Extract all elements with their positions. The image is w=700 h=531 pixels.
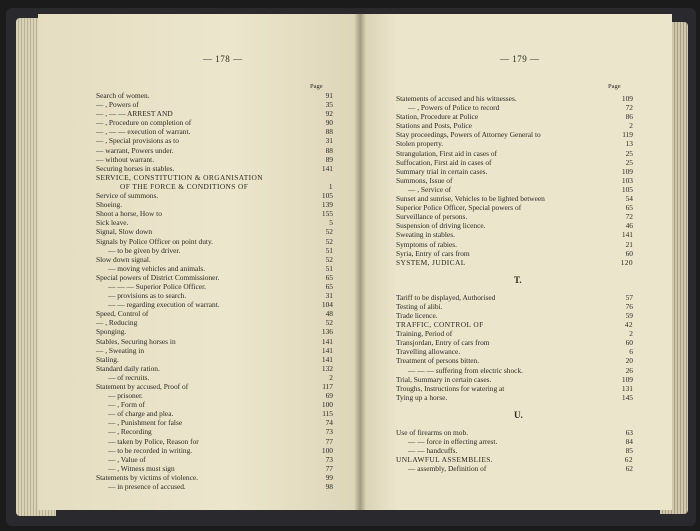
entry-text: Syria, Entry of cars from bbox=[396, 248, 470, 258]
entry-text: Troughs, Instructions for watering at bbox=[396, 383, 505, 393]
entry-text: — , Reducing bbox=[96, 318, 138, 328]
index-entry bbox=[96, 418, 333, 427]
index-entry bbox=[396, 302, 633, 311]
index-entry bbox=[396, 167, 633, 176]
entry-text: Stay proceedings, Powers of Attorney General to bbox=[396, 130, 541, 140]
entry-page-number: 120 bbox=[620, 257, 633, 267]
entry-text: Sweating in stables. bbox=[396, 230, 455, 240]
index-entry bbox=[396, 375, 633, 384]
index-entry bbox=[396, 103, 633, 112]
entry-page-number: 48 bbox=[325, 309, 333, 319]
entry-text: — — regarding execution of warrant. bbox=[108, 300, 220, 310]
index-entry bbox=[96, 127, 333, 136]
entry-page-number: 25 bbox=[625, 157, 633, 167]
entry-text: Transjordan, Entry of cars from bbox=[396, 338, 490, 348]
entry-page-number: 21 bbox=[625, 239, 633, 249]
entry-text: OF THE FORCE & CONDITIONS OF bbox=[120, 181, 249, 191]
entry-text: Statements by victims of violence. bbox=[96, 472, 199, 482]
entry-page-number: 105 bbox=[621, 184, 633, 194]
entry-page-number: 145 bbox=[621, 392, 633, 402]
entry-text: — , Special provisions as to bbox=[96, 136, 179, 146]
entry-text: — , Sweating in bbox=[96, 345, 145, 355]
entry-text: Sponging. bbox=[96, 327, 127, 337]
index-entry bbox=[396, 158, 633, 167]
entry-text: — , Form of bbox=[108, 400, 145, 410]
entry-page-number: 115 bbox=[322, 409, 333, 419]
index-entry bbox=[396, 230, 633, 239]
entry-text: — of charge and plea. bbox=[108, 409, 174, 419]
entry-page-number: 88 bbox=[325, 127, 333, 137]
index-entry bbox=[396, 176, 633, 185]
entry-page-number: 117 bbox=[322, 382, 333, 391]
entry-text: Securing horses in stables. bbox=[96, 163, 175, 173]
index-entry bbox=[396, 121, 633, 130]
entry-page-number: 109 bbox=[621, 166, 633, 176]
entry-page-number: 65 bbox=[325, 281, 333, 291]
entry-page-number: 136 bbox=[321, 327, 333, 337]
entry-text: Sunset and sunrise, Vehicles to be lighted between bbox=[396, 194, 545, 204]
entry-page-number: 141 bbox=[321, 163, 333, 173]
entry-text: — , — — ARREST AND bbox=[96, 109, 173, 119]
entry-text: — warrant, Powers under. bbox=[96, 145, 174, 155]
entry-text: Statement by accused, Proof of bbox=[96, 382, 189, 391]
entry-text: Standard daily ration. bbox=[96, 363, 160, 373]
entry-text: — , Recording bbox=[108, 427, 152, 437]
index-entry bbox=[396, 194, 633, 203]
entry-page-number: 109 bbox=[621, 94, 633, 103]
index-entry bbox=[396, 221, 633, 230]
entry-text: Tariff to be displayed, Authorised bbox=[396, 292, 496, 302]
index-entry bbox=[396, 203, 633, 212]
index-entry bbox=[396, 428, 633, 437]
entry-page-number: 60 bbox=[625, 248, 633, 258]
entry-page-number: 74 bbox=[325, 418, 333, 428]
entry-text: — , Service of bbox=[408, 184, 452, 194]
section-letter bbox=[396, 267, 633, 293]
entry-text: Use of firearms on mob. bbox=[396, 427, 469, 437]
entry-text: — , Witness must sign bbox=[108, 463, 175, 473]
entry-text: Tying up a horse. bbox=[396, 392, 448, 402]
entry-page-number: 52 bbox=[325, 236, 333, 246]
entry-page-number: 141 bbox=[321, 336, 333, 346]
entry-page-number: 103 bbox=[621, 175, 633, 185]
index-entry bbox=[396, 258, 633, 267]
entry-text: — , Value of bbox=[108, 454, 146, 464]
index-entry bbox=[396, 212, 633, 221]
entry-text: Stables, Securing horses in bbox=[96, 336, 176, 346]
entry-page-number: 141 bbox=[321, 354, 333, 364]
entry-page-number: 141 bbox=[321, 345, 333, 355]
entry-text: Statements of accused and his witnesses. bbox=[396, 94, 517, 103]
index-entry bbox=[96, 255, 333, 264]
entry-text: Staling. bbox=[96, 354, 119, 364]
entry-page-number: 85 bbox=[625, 446, 633, 456]
entry-page-number: 84 bbox=[625, 437, 633, 446]
entry-text: UNLAWFUL ASSEMBLIES. bbox=[396, 455, 494, 465]
section-letter-text: T. bbox=[514, 274, 522, 285]
entry-text: — in presence of accused. bbox=[108, 482, 186, 492]
entry-text: SERVICE, CONSTITUTION & ORGANISATION bbox=[96, 172, 263, 182]
index-entry bbox=[96, 164, 333, 173]
index-entry bbox=[96, 318, 333, 327]
entry-text: Stations and Posts, Police bbox=[396, 121, 472, 131]
entry-text: Stolen property. bbox=[396, 139, 444, 149]
index-entry bbox=[96, 227, 333, 236]
entry-page-number: 77 bbox=[325, 463, 333, 473]
index-entry bbox=[396, 347, 633, 356]
entry-text: — to be given by driver. bbox=[108, 245, 181, 255]
index-entry bbox=[96, 273, 333, 282]
entry-page-number: 100 bbox=[321, 445, 333, 455]
entry-page-number: 63 bbox=[625, 427, 633, 437]
index-entry bbox=[396, 356, 633, 365]
entry-page-number: 91 bbox=[325, 91, 333, 100]
entry-text: — prisoner. bbox=[108, 391, 143, 401]
index-entry bbox=[96, 382, 333, 391]
entry-text: Special powers of District Commissioner. bbox=[96, 272, 220, 282]
index-entry bbox=[96, 391, 333, 400]
entry-page-number: 73 bbox=[325, 427, 333, 437]
entry-page-number: 104 bbox=[321, 300, 333, 310]
entry-text: Suffocation, First aid in cases of bbox=[396, 157, 492, 167]
entry-text: Signals by Police Officer on point duty. bbox=[96, 236, 214, 246]
entry-page-number: 52 bbox=[325, 227, 333, 237]
index-entry bbox=[396, 338, 633, 347]
index-entry bbox=[96, 455, 333, 464]
index-entry bbox=[96, 218, 333, 227]
entry-text: — — — suffering from electric shock. bbox=[408, 365, 524, 375]
entry-page-number: 13 bbox=[625, 139, 633, 149]
entry-text: — , Powers of Police to record bbox=[408, 103, 500, 113]
entry-text: Suspension of driving licence. bbox=[396, 221, 486, 231]
entry-page-number: 51 bbox=[325, 263, 333, 273]
entry-page-number: 86 bbox=[625, 112, 633, 122]
index-entry bbox=[96, 100, 333, 109]
entry-text: — provisions as to search. bbox=[108, 291, 187, 301]
index-entry bbox=[96, 291, 333, 300]
index-entry bbox=[396, 446, 633, 455]
left-page bbox=[38, 14, 360, 510]
entry-page-number: 2 bbox=[629, 121, 633, 131]
entry-text: Strangulation, First aid in cases of bbox=[396, 148, 497, 158]
entry-page-number: 26 bbox=[625, 365, 633, 375]
entry-page-number: 155 bbox=[321, 209, 333, 219]
entry-page-number: 99 bbox=[325, 472, 333, 482]
index-entry bbox=[96, 346, 333, 355]
index-entry bbox=[96, 409, 333, 418]
entry-text: — , Powers of bbox=[96, 100, 139, 110]
entry-text: Speed, Control of bbox=[96, 309, 149, 319]
entry-page-number: 46 bbox=[625, 221, 633, 231]
entry-page-number: 109 bbox=[621, 374, 633, 384]
index-entry bbox=[96, 309, 333, 318]
index-entries bbox=[396, 94, 633, 473]
entry-page-number: 62 bbox=[625, 464, 633, 474]
entry-page-number: 57 bbox=[625, 292, 633, 302]
entry-text: — without warrant. bbox=[96, 154, 155, 164]
entry-page-number: 65 bbox=[325, 272, 333, 282]
index-entry bbox=[396, 130, 633, 139]
book-gutter bbox=[354, 14, 366, 510]
index-entry bbox=[96, 264, 333, 273]
entry-text: Shoeing. bbox=[96, 200, 123, 210]
index-entry bbox=[396, 112, 633, 121]
page-number: — 178 — bbox=[203, 54, 243, 64]
index-entry bbox=[96, 473, 333, 482]
index-entry bbox=[96, 237, 333, 246]
index-entry bbox=[396, 94, 633, 103]
entry-text: Service of summons. bbox=[96, 191, 159, 201]
entry-text: — , Procedure on completion of bbox=[96, 118, 192, 128]
entry-text: — of recruits. bbox=[108, 372, 150, 382]
page-column-header: Page bbox=[608, 83, 621, 90]
entry-text: — — — Superior Police Officer. bbox=[108, 281, 206, 291]
index-entry bbox=[96, 246, 333, 255]
entry-page-number: 1 bbox=[328, 181, 333, 191]
index-entry bbox=[96, 427, 333, 436]
index-entry bbox=[396, 329, 633, 338]
index-entry bbox=[96, 173, 333, 182]
entry-text: — — handcuffs. bbox=[408, 446, 458, 456]
entry-page-number: 52 bbox=[325, 318, 333, 328]
entry-text: — , — — execution of warrant. bbox=[96, 127, 191, 137]
entry-page-number: 72 bbox=[625, 103, 633, 113]
entry-page-number: 65 bbox=[625, 203, 633, 213]
entry-page-number: 139 bbox=[321, 200, 333, 210]
index-entry bbox=[96, 327, 333, 336]
index-entry bbox=[396, 249, 633, 258]
entry-page-number: 92 bbox=[325, 109, 333, 119]
entry-text: Signal, Slow down bbox=[96, 227, 153, 237]
entry-page-number: 105 bbox=[321, 191, 333, 201]
entry-page-number: 59 bbox=[625, 310, 633, 320]
entry-text: SYSTEM, JUDICAL bbox=[396, 257, 466, 267]
index-entry bbox=[96, 209, 333, 218]
index-entry bbox=[96, 300, 333, 309]
entry-page-number: 31 bbox=[325, 136, 333, 146]
entry-page-number: 25 bbox=[625, 148, 633, 158]
index-entry bbox=[96, 482, 333, 491]
entry-page-number: 35 bbox=[325, 100, 333, 110]
index-entry bbox=[96, 337, 333, 346]
index-entry bbox=[396, 464, 633, 473]
entry-text: Surveillance of persons. bbox=[396, 212, 468, 222]
index-entry bbox=[396, 185, 633, 194]
page-column-header: Page bbox=[310, 83, 323, 90]
index-entry bbox=[396, 240, 633, 249]
right-page bbox=[360, 14, 672, 510]
entry-text: Sick leave. bbox=[96, 218, 129, 228]
section-letter bbox=[396, 402, 633, 428]
index-entry bbox=[396, 320, 633, 329]
index-entry bbox=[96, 155, 333, 164]
index-entry bbox=[96, 200, 333, 209]
entry-text: Summary trial in certain cases. bbox=[396, 166, 488, 176]
entry-page-number: 131 bbox=[621, 383, 633, 393]
index-entry bbox=[96, 182, 333, 191]
page-number: — 179 — bbox=[500, 54, 540, 64]
entry-page-number: 52 bbox=[325, 254, 333, 264]
entry-text: — assembly, Definition of bbox=[408, 464, 487, 474]
entry-page-number: 98 bbox=[325, 482, 333, 492]
entry-text: Slow down signal. bbox=[96, 254, 151, 264]
entry-page-number: 62 bbox=[624, 455, 633, 465]
entry-page-number: 141 bbox=[621, 230, 633, 240]
entry-page-number: 90 bbox=[325, 118, 333, 128]
index-entry bbox=[396, 149, 633, 158]
entry-page-number: 100 bbox=[321, 400, 333, 410]
entry-page-number: 69 bbox=[325, 391, 333, 401]
index-entry bbox=[96, 437, 333, 446]
entry-text: — to be recorded in writing. bbox=[108, 445, 193, 455]
index-entry bbox=[396, 311, 633, 320]
entry-page-number: 51 bbox=[325, 245, 333, 255]
entry-text: Station, Procedure at Police bbox=[396, 112, 479, 122]
index-entry bbox=[96, 109, 333, 118]
index-entries bbox=[96, 91, 333, 491]
entry-text: Trade licence. bbox=[396, 310, 438, 320]
index-entry bbox=[96, 282, 333, 291]
index-entry bbox=[396, 366, 633, 375]
index-entry bbox=[396, 393, 633, 402]
entry-text: Testing of alibi. bbox=[396, 301, 443, 311]
entry-page-number: 77 bbox=[325, 436, 333, 446]
entry-text: Travelling allowance. bbox=[396, 347, 461, 357]
index-entry bbox=[396, 455, 633, 464]
entry-page-number: 60 bbox=[625, 338, 633, 348]
entry-page-number: 31 bbox=[325, 291, 333, 301]
entry-page-number: 2 bbox=[629, 329, 633, 339]
index-entry bbox=[96, 146, 333, 155]
entry-page-number: 132 bbox=[321, 363, 333, 373]
entry-page-number: 76 bbox=[625, 301, 633, 311]
entry-page-number: 73 bbox=[325, 454, 333, 464]
index-entry bbox=[96, 355, 333, 364]
index-entry bbox=[96, 364, 333, 373]
entry-text: — taken by Police, Reason for bbox=[108, 436, 199, 446]
entry-text: Symptoms of rabies. bbox=[396, 239, 457, 249]
index-entry bbox=[396, 437, 633, 446]
entry-page-number: 54 bbox=[625, 194, 633, 204]
entry-text: Summons, Issue of bbox=[396, 175, 453, 185]
entry-page-number: 119 bbox=[622, 130, 633, 140]
index-entry bbox=[96, 191, 333, 200]
entry-page-number: 88 bbox=[325, 145, 333, 155]
index-entry bbox=[96, 118, 333, 127]
index-entry bbox=[396, 293, 633, 302]
entry-page-number: 72 bbox=[625, 212, 633, 222]
index-entry bbox=[96, 446, 333, 455]
entry-page-number: 2 bbox=[329, 372, 333, 382]
index-entry bbox=[96, 400, 333, 409]
entry-page-number: 6 bbox=[629, 347, 633, 357]
section-letter-text: U. bbox=[514, 409, 523, 420]
entry-text: Trial, Summary in certain cases. bbox=[396, 374, 492, 384]
index-entry bbox=[396, 384, 633, 393]
entry-text: Treatment of persons bitten. bbox=[396, 356, 480, 366]
entry-page-number: 89 bbox=[325, 154, 333, 164]
entry-text: Training, Period of bbox=[396, 329, 453, 339]
index-entry bbox=[96, 136, 333, 145]
entry-page-number: 5 bbox=[329, 218, 333, 228]
entry-text: Shoot a horse, How to bbox=[96, 209, 162, 219]
index-entry bbox=[396, 139, 633, 148]
entry-text: — , Punishment for false bbox=[108, 418, 183, 428]
entry-text: — — force in effecting arrest. bbox=[408, 437, 498, 446]
entry-page-number: 42 bbox=[624, 320, 633, 330]
entry-page-number: 20 bbox=[625, 356, 633, 366]
entry-text: Superior Police Officer, Special powers of bbox=[396, 203, 522, 213]
index-entry bbox=[96, 373, 333, 382]
entry-text: Search of women. bbox=[96, 91, 150, 100]
index-entry bbox=[96, 91, 333, 100]
entry-text: TRAFFIC, CONTROL OF bbox=[396, 320, 484, 330]
entry-text: — moving vehicles and animals. bbox=[108, 263, 206, 273]
index-entry bbox=[96, 464, 333, 473]
